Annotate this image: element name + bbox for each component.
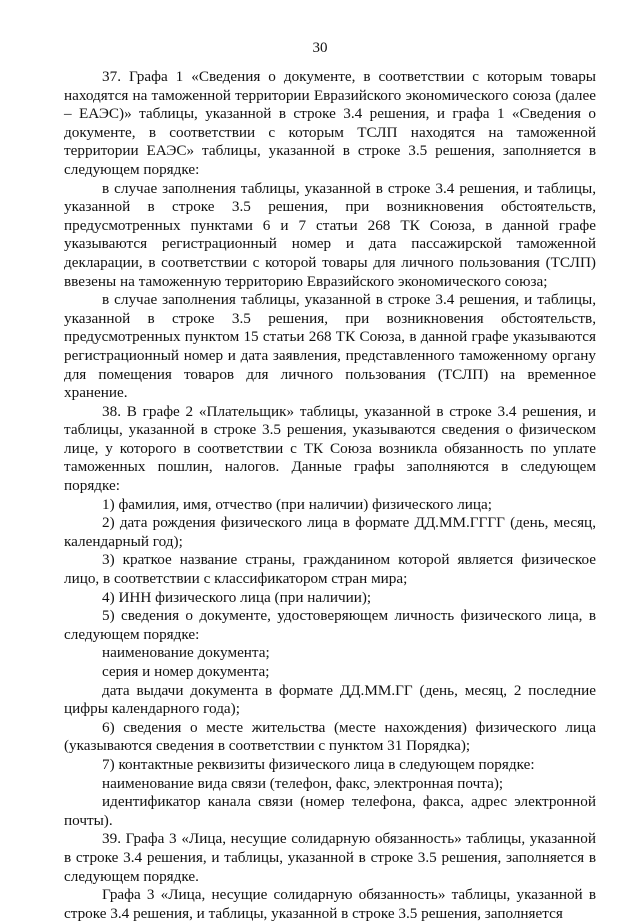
page-number: 30 bbox=[312, 40, 328, 56]
paragraph-37: 37. Графа 1 «Сведения о документе, в соответствии с которым товары находятся на таможенной территории Евразийского экономического союза (далее – ЕАЭС)» таблицы, указанной в строке 3.4 решения, и графа 1 «Сведения о документе, в соответствии с которым ТСЛП находятся на таможенной территории ЕАЭС» таблицы, указанной в строке 3.5 решения, заполняется в следующем порядке: bbox=[64, 68, 596, 178]
paragraph-37-case-1: в случае заполнения таблицы, указанной в строке 3.4 решения, и таблицы, указанной в строке 3.5 решения, при возникновения обстоятельств, предусмотренных пунктами 6 и 7 статьи 268 ТК Союза, в данной графе указываются регистрационный номер и дата пассажирской таможенной декларации, в соответствии с которой товары для личного пользования (ТСЛП) ввезены на таможенную территорию Евразийского экономического союза; bbox=[64, 179, 596, 290]
paragraph-38-item-5-series: серия и номер документа; bbox=[102, 663, 270, 680]
paragraph-38-item-2: 2) дата рождения физического лица в формате ДД.ММ.ГГГГ (день, месяц, календарный год); bbox=[64, 514, 596, 550]
paragraph-39-cont: Графа 3 «Лица, несущие солидарную обязанность» таблицы, указанной в строке 3.4 решения, и таблицы, указанной в строке 3.5 решения, заполняется bbox=[64, 886, 596, 922]
paragraph-38-item-7-channel: идентификатор канала связи (номер телефона, факса, адрес электронной почты). bbox=[64, 793, 596, 829]
paragraph-38-item-4: 4) ИНН физического лица (при наличии); bbox=[102, 588, 372, 606]
paragraph-38-item-7: 7) контактные реквизиты физического лица в следующем порядке: bbox=[102, 755, 535, 773]
document-body bbox=[64, 68, 596, 923]
paragraph-38-item-5-name: наименование документа; bbox=[102, 644, 270, 662]
paragraph-37-case-2: в случае заполнения таблицы, указанной в строке 3.4 решения, и таблицы, указанной в строке 3.5 решения, при возникновения обстоятельств, предусмотренных пунктом 15 статьи 268 ТК Союза, в данной графе указываются регистрационный номер и дата заявления, представленного таможенному органу для помещения товаров для личного пользования (ТСЛП) на временное хранение. bbox=[64, 291, 596, 402]
paragraph-39: 39. Графа 3 «Лица, несущие солидарную обязанность» таблицы, указанной в строке 3.4 решения, и таблицы, указанной в строке 3.5 решения, заполняется в следующем порядке. bbox=[64, 830, 596, 885]
paragraph-38-item-5-date: дата выдачи документа в формате ДД.ММ.ГГ (день, месяц, 2 последние цифры календарного года); bbox=[64, 681, 596, 718]
paragraph-38-item-6: 6) сведения о месте жительства (месте нахождения) физического лица (указываются сведения в соответствии с пунктом 31 Порядка); bbox=[64, 718, 596, 755]
paragraph-38-item-3: 3) краткое название страны, гражданином которой является физическое лицо, в соответствии с классификатором стран мира; bbox=[64, 551, 596, 588]
paragraph-38-item-5: 5) сведения о документе, удостоверяющем личность физического лица, в следующем порядке: bbox=[64, 607, 596, 643]
paragraph-38: 38. В графе 2 «Плательщик» таблицы, указанной в строке 3.4 решения, и таблицы, указанной в строке 3.5 решения, указываются сведения о физическом лице, у которого в соответствии с ТК Союза возникла обязанность по уплате таможенных пошлин, налогов. Данные графы заполняются в следующем порядке: bbox=[64, 402, 596, 495]
paragraph-38-item-1: 1) фамилия, имя, отчество (при наличии) физического лица; bbox=[102, 495, 492, 513]
paragraph-38-item-7-type: наименование вида связи (телефон, факс, электронная почта); bbox=[102, 774, 504, 792]
